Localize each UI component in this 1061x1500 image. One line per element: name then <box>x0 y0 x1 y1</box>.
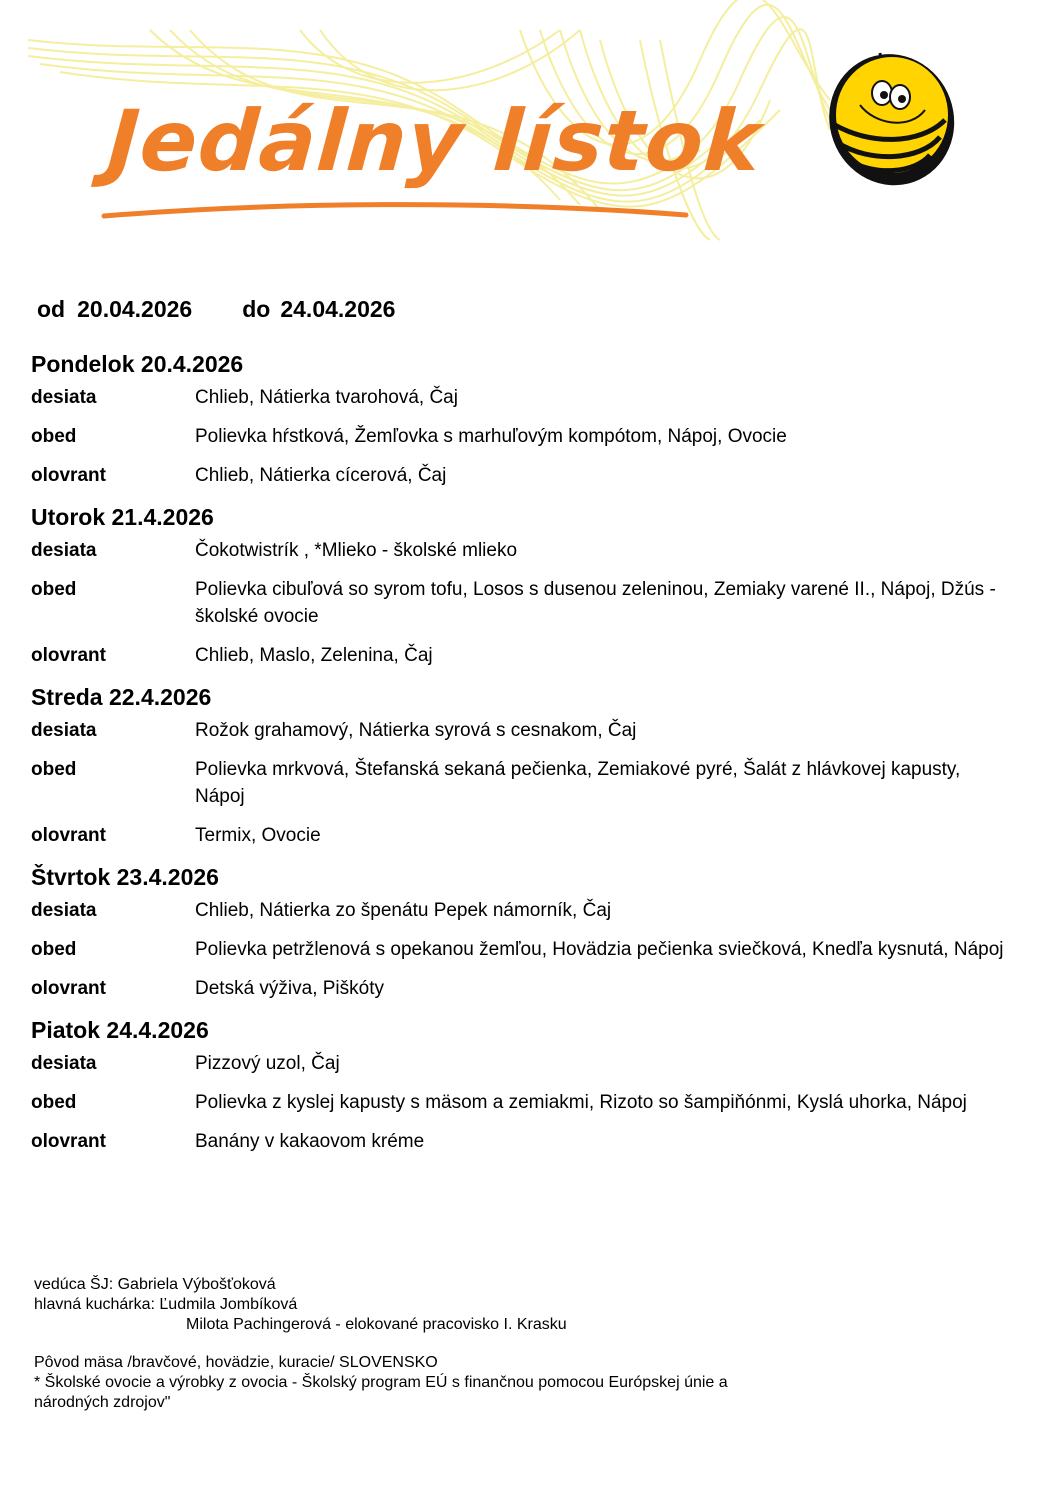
meal-row <box>31 423 1031 450</box>
meal-row <box>31 642 1031 669</box>
meal-text: Polievka mrkvová, Štefanská sekaná pečienka, Zemiakové pyré, Šalát z hlávkovej kapusty, Nápoj <box>195 759 961 807</box>
to-date: 24.04.2026 <box>280 296 396 322</box>
meal-label: obed <box>31 939 77 960</box>
day-section <box>31 501 1031 669</box>
meal-text: Chlieb, Maslo, Zelenina, Čaj <box>195 645 433 666</box>
day-section <box>31 348 1031 489</box>
meal-row <box>31 1050 1031 1077</box>
meal-row <box>31 756 1031 810</box>
meal-label: desiata <box>31 720 97 741</box>
day-section <box>31 1014 1031 1155</box>
second-cook-line: Milota Pachingerová - elokované pracovisko I. Krasku <box>186 1316 567 1333</box>
meal-label: obed <box>31 426 77 447</box>
meal-label: olovrant <box>31 825 106 846</box>
eu-note-line: národných zdrojov" <box>34 1394 171 1411</box>
meal-text: Detská výživa, Piškóty <box>195 978 384 999</box>
day-section <box>31 681 1031 849</box>
day-title: Piatok 24.4.2026 <box>31 1017 209 1043</box>
meal-text: Polievka z kyslej kapusty s mäsom a zemiakmi, Rizoto so šampiňónmi, Kyslá uhorka, Nápoj <box>195 1092 967 1113</box>
meal-label: obed <box>31 759 77 780</box>
meal-text: Čokotwistrík , *Mlieko - školské mlieko <box>195 540 518 561</box>
day-section <box>31 861 1031 1002</box>
date-range <box>37 296 395 323</box>
from-date: 20.04.2026 <box>77 296 193 322</box>
meat-origin-line: Pôvod mäsa /bravčové, hovädzie, kuracie/ SLOVENSKO <box>34 1354 438 1371</box>
meal-label: desiata <box>31 900 97 921</box>
day-title: Štvrtok 23.4.2026 <box>31 864 219 890</box>
meal-text: Chlieb, Nátierka tvarohová, Čaj <box>195 387 458 408</box>
eu-note-line: * Školské ovocie a výrobky z ovocia - Školský program EÚ s finančnou pomocou Európskej únie a <box>34 1374 728 1391</box>
meal-text: Polievka cibuľová so syrom tofu, Losos s dusenou zeleninou, Zemiaky varené II., Nápoj, Džús - školské ovocie <box>195 579 996 627</box>
meal-label: obed <box>31 1092 77 1113</box>
meal-label: olovrant <box>31 978 106 999</box>
meal-text: Banány v kakaovom kréme <box>195 1131 425 1152</box>
head-cook-line: hlavná kuchárka: Ľudmila Jombíková <box>34 1296 298 1313</box>
meal-text: Termix, Ovocie <box>195 825 321 846</box>
manager-line: vedúca ŠJ: Gabriela Výbošťoková <box>34 1276 276 1293</box>
meal-row <box>31 1089 1031 1116</box>
meal-row <box>31 822 1031 849</box>
meal-row <box>31 537 1031 564</box>
meal-label: desiata <box>31 387 97 408</box>
meal-label: obed <box>31 579 77 600</box>
meal-label: olovrant <box>31 465 106 486</box>
meal-label: desiata <box>31 1053 97 1074</box>
meal-row <box>31 897 1031 924</box>
header-banner <box>0 0 1061 260</box>
day-title: Pondelok 20.4.2026 <box>31 351 244 377</box>
bee-mascot-icon <box>811 36 973 202</box>
to-label: do <box>242 296 271 322</box>
page-title: Jedálny lístok <box>104 92 765 190</box>
meal-row <box>31 717 1031 744</box>
day-title: Streda 22.4.2026 <box>31 684 212 710</box>
menu-days <box>31 348 1031 1167</box>
meal-label: desiata <box>31 540 97 561</box>
from-label: od <box>37 296 66 322</box>
day-title: Utorok 21.4.2026 <box>31 504 214 530</box>
meal-row <box>31 576 1031 630</box>
meal-text: Chlieb, Nátierka cícerová, Čaj <box>195 465 447 486</box>
meal-row <box>31 462 1031 489</box>
meal-text: Chlieb, Nátierka zo špenátu Pepek námorník, Čaj <box>195 900 612 921</box>
meal-label: olovrant <box>31 645 106 666</box>
meal-row <box>31 1128 1031 1155</box>
meal-text: Polievka petržlenová s opekanou žemľou, Hovädzia pečienka sviečková, Knedľa kysnutá, Nápoj <box>195 939 1004 960</box>
meal-text: Polievka hŕstková, Žemľovka s marhuľovým kompótom, Nápoj, Ovocie <box>195 426 787 447</box>
meal-label: olovrant <box>31 1131 106 1152</box>
meal-text: Pizzový uzol, Čaj <box>195 1053 340 1074</box>
meal-row <box>31 384 1031 411</box>
meal-row <box>31 975 1031 1002</box>
meal-text: Rožok grahamový, Nátierka syrová s cesnakom, Čaj <box>195 720 637 741</box>
meal-row <box>31 936 1031 963</box>
footer-notes <box>34 1275 728 1413</box>
